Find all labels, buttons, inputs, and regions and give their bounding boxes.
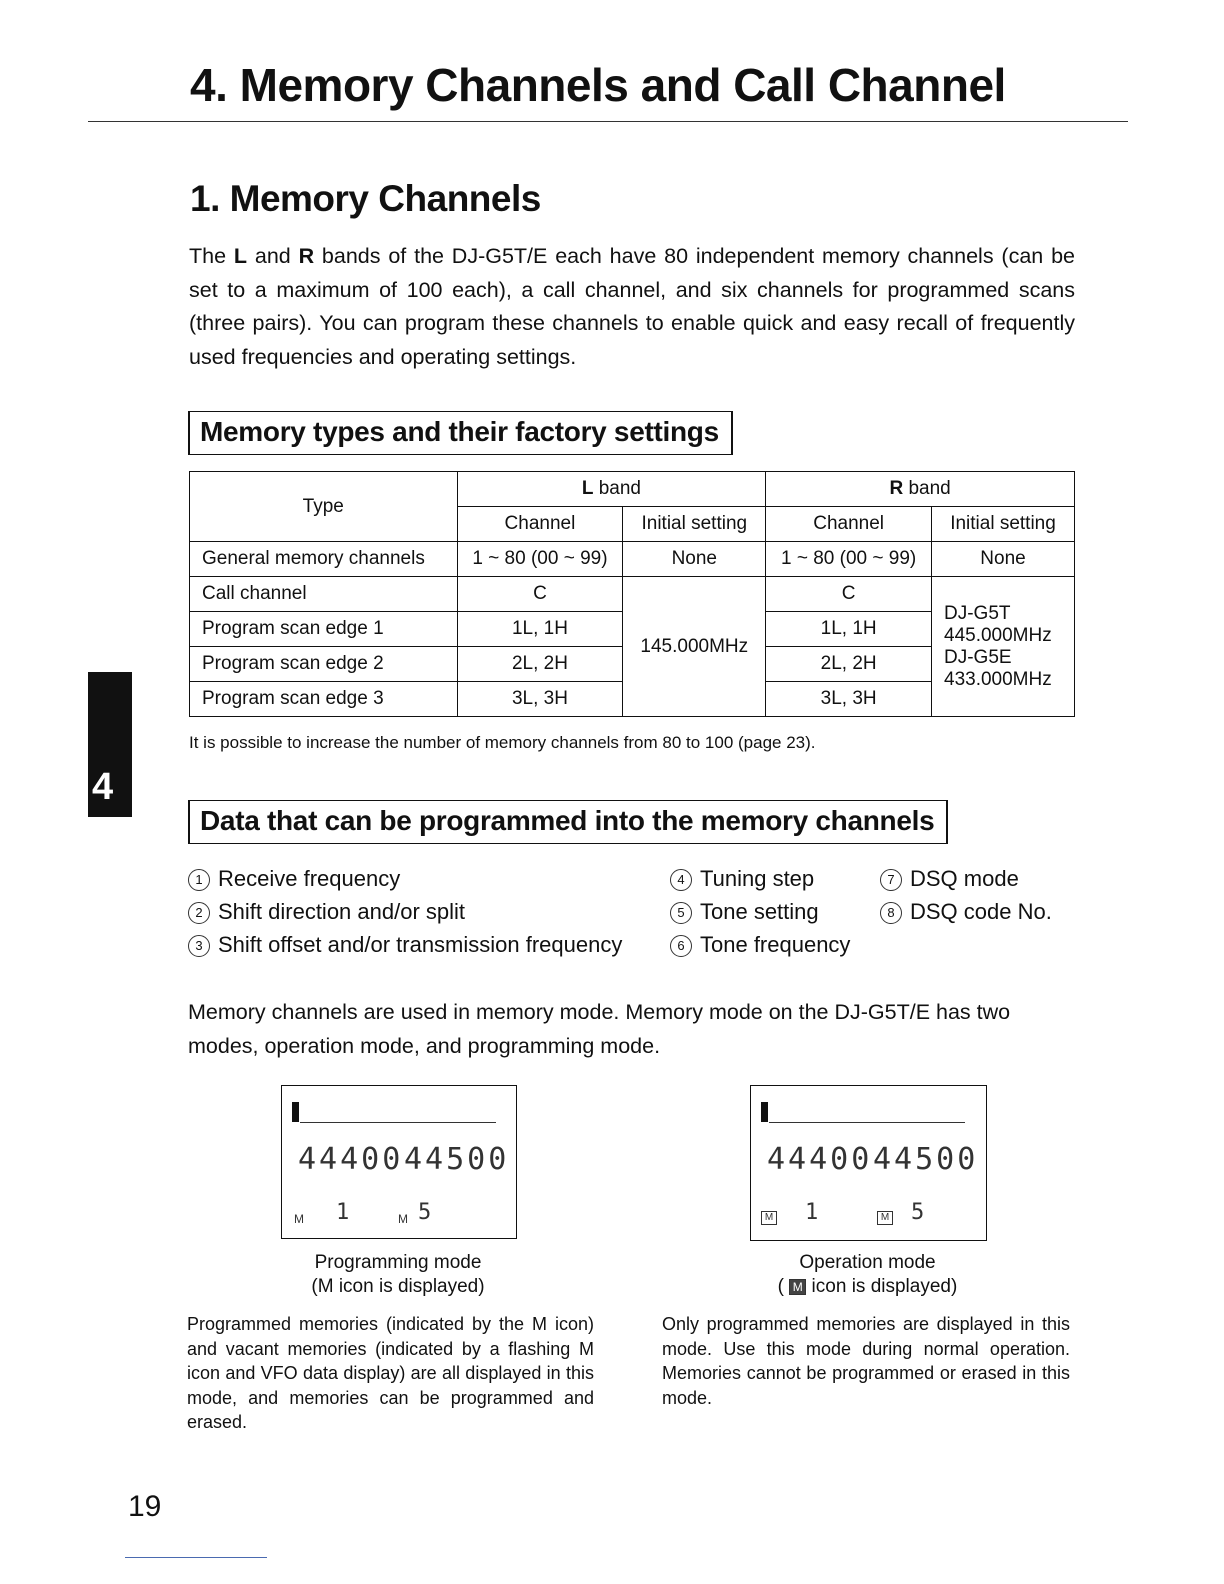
header-l-initial: Initial setting xyxy=(623,507,766,542)
list-item: 2 Shift direction and/or split xyxy=(188,897,465,927)
lcd-frequency-left: 44400 xyxy=(767,1142,873,1177)
cell-r-shared-initial: DJ-G5T 445.000MHz DJ-G5E 433.000MHz xyxy=(932,577,1075,717)
boxed-m-icon: M xyxy=(761,1211,777,1225)
circled-number: 7 xyxy=(880,869,902,891)
circled-number: 5 xyxy=(670,902,692,924)
table-row xyxy=(190,542,1075,577)
cell-l-channel: C xyxy=(457,577,623,612)
programmable-data-heading: Data that can be programmed into the memory channels xyxy=(188,800,948,844)
memory-types-heading: Memory types and their factory settings xyxy=(188,411,733,455)
list-item: 4 Tuning step xyxy=(670,864,814,894)
cell-l-initial: None xyxy=(623,542,766,577)
cell-type: Call channel xyxy=(190,577,458,612)
list-item: 6 Tone frequency xyxy=(670,930,850,960)
programming-mode-display xyxy=(281,1085,517,1239)
circled-number: 4 xyxy=(670,869,692,891)
circled-number: 3 xyxy=(188,935,210,957)
cell-type: General memory channels xyxy=(190,542,458,577)
header-r-initial: Initial setting xyxy=(932,507,1075,542)
m-icon: M xyxy=(398,1212,408,1226)
operation-mode-display xyxy=(750,1085,987,1241)
cell-l-channel: 1 ~ 80 (00 ~ 99) xyxy=(457,542,623,577)
chapter-side-tab: 4 xyxy=(88,672,132,817)
cell-r-channel: 3L, 3H xyxy=(766,682,932,717)
operation-mode-description: Only programmed memories are displayed in this mode. Use this mode during normal operation. Memories cannot be programmed or erased in this mode. xyxy=(662,1314,1070,1408)
operation-mode-caption: Operation mode ( M icon is displayed) xyxy=(777,1252,958,1297)
header-l-channel: Channel xyxy=(457,507,623,542)
cell-r-initial: None xyxy=(932,542,1075,577)
programming-mode-caption: Programming mode (M icon is displayed) xyxy=(311,1252,485,1297)
section-title: 1. Memory Channels xyxy=(190,178,541,219)
cell-l-channel: 3L, 3H xyxy=(457,682,623,717)
circled-number: 6 xyxy=(670,935,692,957)
table-note: It is possible to increase the number of memory channels from 80 to 100 (page 23). xyxy=(189,733,816,752)
battery-icon xyxy=(761,1102,768,1122)
cell-type: Program scan edge 3 xyxy=(190,682,458,717)
header-l-band: L band xyxy=(457,472,766,507)
lcd-frequency-right: 44500 xyxy=(404,1142,510,1177)
boxed-m-icon: M xyxy=(877,1211,893,1225)
cell-type: Program scan edge 1 xyxy=(190,612,458,647)
lcd-frequency-left: 44400 xyxy=(298,1142,404,1177)
list-item: 1 Receive frequency xyxy=(188,864,400,894)
circled-number: 2 xyxy=(188,902,210,924)
display-underline xyxy=(769,1122,965,1123)
header-type: Type xyxy=(190,472,458,542)
cell-r-channel: 1L, 1H xyxy=(766,612,932,647)
list-item: 5 Tone setting xyxy=(670,897,819,927)
table-row xyxy=(190,577,1075,612)
cell-l-channel: 2L, 2H xyxy=(457,647,623,682)
list-item: 7 DSQ mode xyxy=(880,864,1019,894)
cell-r-channel: C xyxy=(766,577,932,612)
header-r-channel: Channel xyxy=(766,507,932,542)
cell-r-channel: 2L, 2H xyxy=(766,647,932,682)
programming-mode-description: Programmed memories (indicated by the M icon) and vacant memories (indicated by a flashing M icon and VFO data display) are all displayed in this mode, and memories can be programmed and erased. xyxy=(187,1314,594,1432)
lcd-frequency-right: 44500 xyxy=(873,1142,979,1177)
lcd-channel-left: 1 xyxy=(336,1200,350,1225)
lcd-channel-right: 5 xyxy=(911,1200,925,1225)
boxed-m-icon: M xyxy=(789,1279,806,1295)
chapter-title: 4. Memory Channels and Call Channel xyxy=(190,59,1006,111)
memory-types-table xyxy=(189,471,1075,717)
circled-number: 1 xyxy=(188,869,210,891)
display-underline xyxy=(300,1122,496,1123)
battery-icon xyxy=(292,1102,299,1122)
m-icon: M xyxy=(294,1212,304,1226)
cell-l-channel: 1L, 1H xyxy=(457,612,623,647)
cell-l-shared-initial: 145.000MHz xyxy=(623,577,766,717)
header-r-band: R band xyxy=(766,472,1075,507)
bottom-rule xyxy=(125,1557,267,1558)
modes-paragraph: Memory channels are used in memory mode. Memory mode on the DJ-G5T/E has two modes, operation mode, and programming mode. xyxy=(188,1000,1011,1058)
chapter-divider xyxy=(88,121,1128,122)
cell-r-channel: 1 ~ 80 (00 ~ 99) xyxy=(766,542,932,577)
list-item: 3 Shift offset and/or transmission frequency xyxy=(188,930,622,960)
list-item: 8 DSQ code No. xyxy=(880,897,1052,927)
intro-paragraph: The L and R bands of the DJ-G5T/E each have 80 independent memory channels (can be set to a maximum of 100 each), a call channel, and six channels for programmed scans (three pairs). You can program these channels to enable quick and easy recall of frequently used frequencies and operating settings. xyxy=(189,244,1075,369)
lcd-channel-right: 5 xyxy=(418,1200,432,1225)
circled-number: 8 xyxy=(880,902,902,924)
lcd-channel-left: 1 xyxy=(805,1200,819,1225)
cell-type: Program scan edge 2 xyxy=(190,647,458,682)
page-number: 19 xyxy=(128,1490,162,1523)
